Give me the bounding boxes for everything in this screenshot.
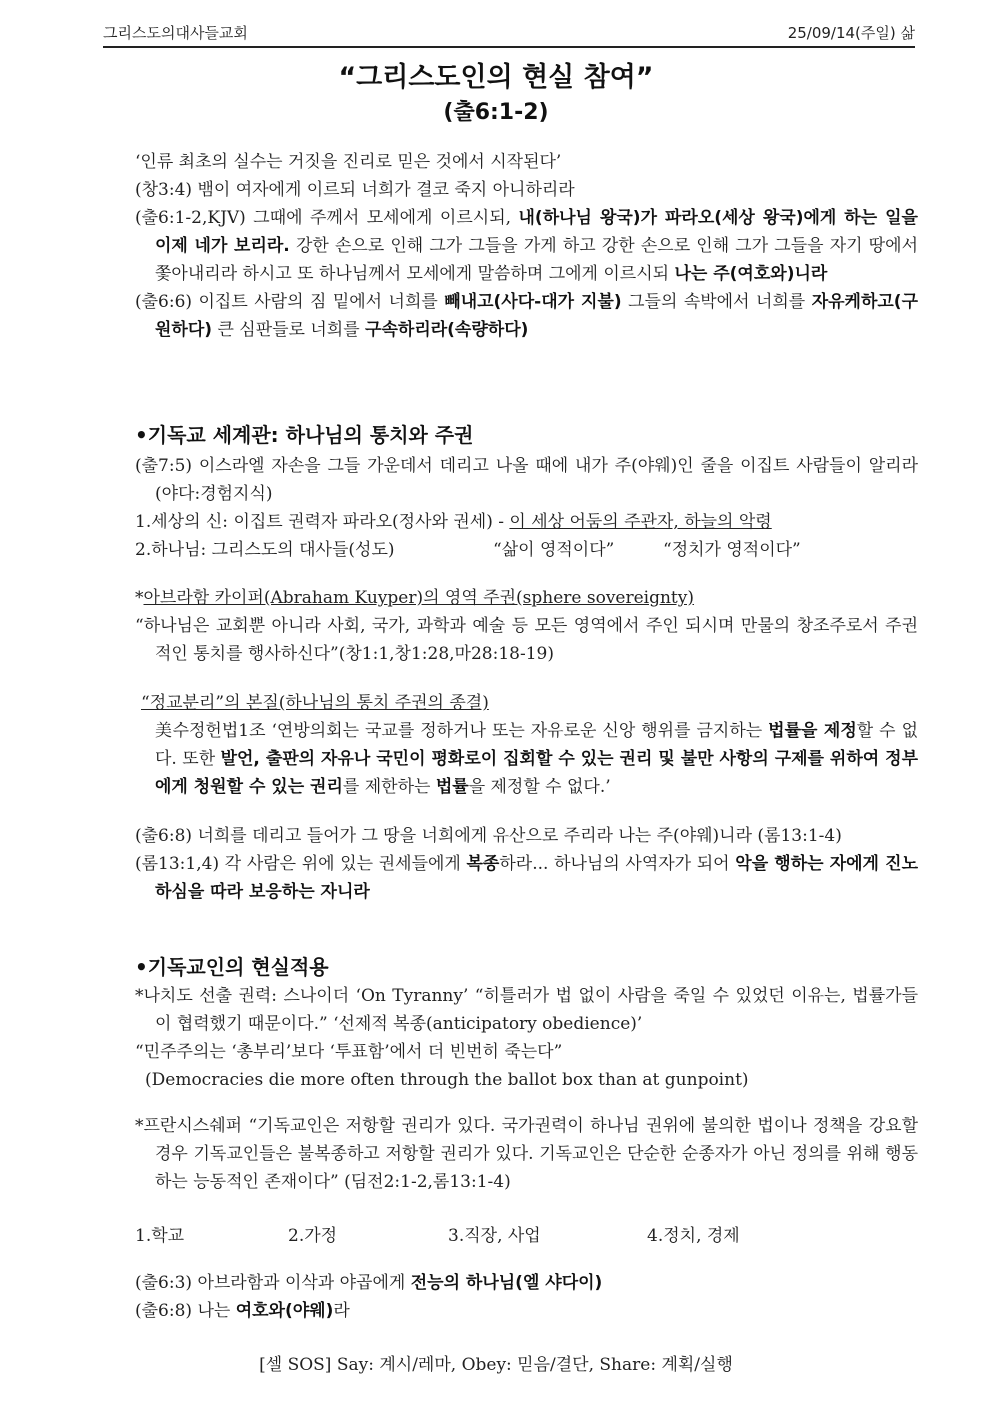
- verse-ex-6-3: (출6:3) 아브라함과 이삭과 야곱에게 전능의 하나님(엘 샤다이): [135, 1273, 603, 1293]
- schaeffer-block: [135, 1112, 918, 1196]
- separation-title: “정교분리”의 본질(하나님의 통치 주권의 종결): [141, 693, 489, 713]
- romans-block: [135, 822, 918, 906]
- schaeffer-quote: *프란시스쉐퍼 “기독교인은 저항할 권리가 있다. 국가권력이 하나님 권위에 불의한 법이나 정책을 강요할 경우 기독교인들은 불복종하고 저항할 권리가 있다. 기독교인은 단순한 순종자가 아닌 정의를 위해 행동하는 능동적인 존재이다” (딤전2:1-2,롬13:1-4): [135, 1116, 918, 1192]
- area-work: 3.직장, 사업: [448, 1226, 541, 1246]
- cell-sos-footer: [셀 SOS] Say: 계시/레마, Obey: 믿음/결단, Share: 계획/실행: [259, 1355, 733, 1375]
- nazi-note: *나치도 선출 권력: 스나이더 ‘On Tyranny’ “히틀러가 법 없이 사람을 죽일 수 있었던 이유는, 법률가들이 협력했기 때문이다.” ‘선제적 복종(anticipatory obedience)’: [135, 986, 918, 1034]
- area-school: 1.학교: [135, 1226, 185, 1246]
- verse-gen-3-4: (창3:4) 뱀이 여자에게 이르되 너희가 결코 죽지 아니하리라: [135, 180, 575, 200]
- section-heading-application: •기독교인의 현실적용: [135, 955, 329, 979]
- separation-block: [135, 689, 918, 801]
- sermon-title: “그리스도인의 현실 참여”: [338, 62, 654, 93]
- verse-ex-6-8: (출6:8) 너희를 데리고 들어가 그 땅을 너희에게 유산으로 주리라 나는 주(야웨)니라 (롬13:1-4): [135, 826, 842, 846]
- intro-block: [135, 148, 918, 344]
- area-politics: 4.정치, 경제: [647, 1226, 740, 1246]
- worldview-item-1: 1.세상의 신: 이집트 권력자 파라오(정사와 권세) - 이 세상 어둠의 주관자, 하늘의 악령: [135, 512, 772, 532]
- area-family: 2.가정: [288, 1226, 338, 1246]
- democracy-quote-ko: “민주주의는 ‘총부리’보다 ‘투표함’에서 더 빈번히 죽는다”: [135, 1042, 563, 1062]
- application-block: [135, 982, 918, 1094]
- kuyper-block: [135, 584, 918, 668]
- verse-ex-7-5: (출7:5) 이스라엘 자손을 그들 가운데서 데리고 나올 때에 내가 주(야웨)인 줄을 이집트 사람들이 알리라(야다:경험지식): [135, 456, 918, 504]
- closing-verses: [135, 1269, 918, 1325]
- first-amendment: 美수정헌법1조 ‘연방의회는 국교를 정하거나 또는 자유로운 신앙 행위를 금지하는 법률을 제정할 수 없다. 또한 발언, 출판의 자유나 국민이 평화로이 집회할 수 있는 권리 및 불만 사항의 구제를 위하여 정부에게 청원할 수 있는 권리를 제한하는 법률을 제정할 수 없다.’: [155, 721, 918, 797]
- sermon-date: 25/09/14(주일) 삶: [787, 24, 915, 42]
- verse-ex-6-1-2: (출6:1-2,KJV) 그때에 주께서 모세에게 이르시되, 내(하나님 왕국)가 파라오(세상 왕국)에게 하는 일을 이제 네가 보리라. 강한 손으로 인해 그가 그들을 가게 하고 강한 손으로 인해 그가 그들을 자기 땅에서 쫓아내리라 하시고 또 하나님께서 모세에게 말씀하며 그에게 이르시되 나는 주(여호와)니라: [135, 208, 918, 284]
- intro-quote: ‘인류 최초의 실수는 거짓을 진리로 믿은 것에서 시작된다’: [135, 152, 562, 172]
- worldview-item-2: 2.하나님: 그리스도의 대사들(성도) “삶이 영적이다” “정치가 영적이다”: [135, 540, 801, 560]
- church-name: 그리스도의대사들교회: [103, 24, 248, 42]
- kuyper-title: *아브라함 카이퍼(Abraham Kuyper)의 영역 주권(sphere sovereignty): [135, 588, 695, 608]
- worldview-block: [135, 452, 918, 564]
- verse-ex-6-6: (출6:6) 이집트 사람의 짐 밑에서 너희를 빼내고(사다-대가 지불) 그들의 속박에서 너희를 자유케하고(구원하다) 큰 심판들로 너희를 구속하리라(속량하다): [135, 292, 918, 340]
- page-header: [103, 18, 915, 48]
- application-areas: [135, 1221, 918, 1249]
- sermon-scripture: (출6:1-2): [443, 100, 549, 125]
- kuyper-quote: “하나님은 교회뿐 아니라 사회, 국가, 과학과 예술 등 모든 영역에서 주인 되시며 만물의 창조주로서 주권적인 통치를 행사하신다”(창1:1,창1:28,마28:18-19): [135, 616, 918, 664]
- democracy-quote-en: (Democracies die more often through the ballot box than at gunpoint): [145, 1070, 749, 1090]
- verse-rom-13: (롬13:1,4) 각 사람은 위에 있는 권세들에게 복종하라... 하나님의 사역자가 되어 악을 행하는 자에게 진노하심을 따라 보응하는 자니라: [135, 854, 918, 902]
- verse-ex-6-8-b: (출6:8) 나는 여호와(야웨)라: [135, 1301, 350, 1321]
- section-heading-worldview: •기독교 세계관: 하나님의 통치와 주권: [135, 423, 474, 447]
